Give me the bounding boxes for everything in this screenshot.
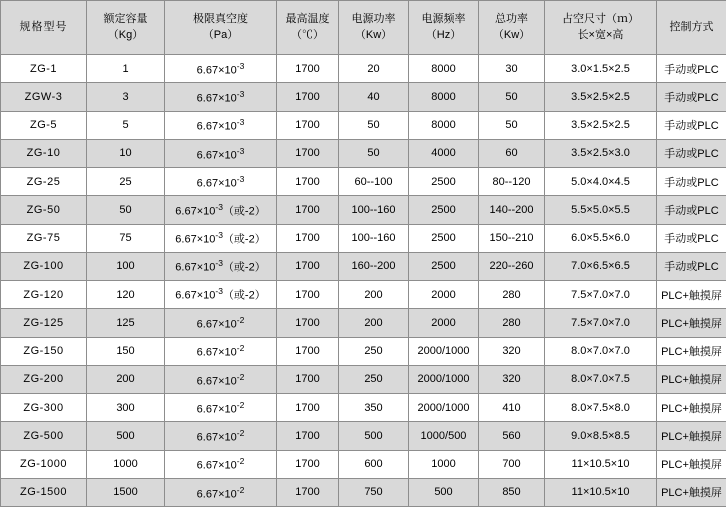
cell-dimensions: 8.0×7.5×8.0: [545, 394, 657, 422]
cell-power: 60--100: [339, 168, 409, 196]
vacuum-note: （或-2）: [222, 205, 266, 218]
cell-vacuum: [165, 111, 277, 139]
column-header-7: [545, 1, 657, 55]
cell-power: 50: [339, 139, 409, 167]
cell-power: 750: [339, 478, 409, 506]
cell-vacuum: [165, 168, 277, 196]
cell-capacity: 3: [87, 83, 165, 111]
cell-dimensions: 8.0×7.0×7.0: [545, 337, 657, 365]
vacuum-base: 6.67×10: [196, 375, 237, 388]
cell-power: 40: [339, 83, 409, 111]
cell-frequency: 2500: [409, 224, 479, 252]
table-row: [1, 168, 726, 196]
cell-total-power: 30: [479, 55, 545, 83]
vacuum-exponent: -2: [236, 399, 245, 410]
column-header-unit: 长×宽×高: [577, 28, 624, 41]
cell-capacity: 1: [87, 55, 165, 83]
cell-model: ZG-1: [1, 55, 87, 83]
vacuum-exponent: -2: [236, 315, 245, 326]
cell-power: 20: [339, 55, 409, 83]
cell-model: ZG-10: [1, 139, 87, 167]
vacuum-exponent: -3: [215, 258, 223, 269]
cell-temperature: 1700: [277, 309, 339, 337]
header-row: [1, 1, 726, 55]
cell-frequency: 1000/500: [409, 422, 479, 450]
column-header-3: [277, 1, 339, 55]
table-row: [1, 450, 726, 478]
cell-temperature: 1700: [277, 224, 339, 252]
cell-total-power: 50: [479, 111, 545, 139]
cell-model: ZGW-3: [1, 83, 87, 111]
vacuum-base: 6.67×10: [196, 431, 237, 444]
vacuum-base: 6.67×10: [196, 318, 237, 331]
cell-model: ZG-75: [1, 224, 87, 252]
column-header-unit: （Kw）: [492, 28, 531, 41]
cell-vacuum: [165, 252, 277, 280]
cell-temperature: 1700: [277, 252, 339, 280]
cell-power: 100--160: [339, 196, 409, 224]
cell-model: ZG-150: [1, 337, 87, 365]
vacuum-exponent: -2: [236, 428, 245, 439]
column-header-1: [87, 1, 165, 55]
vacuum-exponent: -3: [236, 173, 245, 184]
cell-frequency: 2000/1000: [409, 337, 479, 365]
vacuum-base: 6.67×10: [196, 459, 237, 472]
table-row: [1, 55, 726, 83]
cell-total-power: 560: [479, 422, 545, 450]
cell-dimensions: 6.0×5.5×6.0: [545, 224, 657, 252]
cell-capacity: 300: [87, 394, 165, 422]
column-header-title: 规格型号: [19, 20, 68, 33]
cell-temperature: 1700: [277, 365, 339, 393]
cell-vacuum: [165, 394, 277, 422]
cell-capacity: 125: [87, 309, 165, 337]
cell-dimensions: 5.5×5.0×5.5: [545, 196, 657, 224]
vacuum-note: （或-2）: [222, 289, 266, 302]
cell-control-mode: 手动或PLC: [657, 55, 726, 83]
cell-model: ZG-1500: [1, 478, 87, 506]
vacuum-exponent: -3: [236, 89, 245, 100]
cell-temperature: 1700: [277, 422, 339, 450]
cell-power: 200: [339, 309, 409, 337]
cell-power: 500: [339, 422, 409, 450]
column-header-title: 极限真空度: [193, 12, 248, 25]
cell-vacuum: [165, 365, 277, 393]
vacuum-note: （或-2）: [222, 261, 266, 274]
cell-temperature: 1700: [277, 168, 339, 196]
table-row: [1, 196, 726, 224]
vacuum-note: （或-2）: [222, 233, 266, 246]
cell-frequency: 2000: [409, 281, 479, 309]
cell-dimensions: 5.0×4.0×4.5: [545, 168, 657, 196]
cell-model: ZG-200: [1, 365, 87, 393]
vacuum-exponent: -2: [236, 484, 245, 495]
table-row: [1, 309, 726, 337]
table-row: [1, 478, 726, 506]
table-row: [1, 252, 726, 280]
cell-control-mode: PLC+触摸屏: [657, 337, 726, 365]
cell-control-mode: 手动或PLC: [657, 111, 726, 139]
cell-temperature: 1700: [277, 83, 339, 111]
table-row: [1, 139, 726, 167]
vacuum-base: 6.67×10: [175, 233, 216, 246]
cell-control-mode: PLC+触摸屏: [657, 394, 726, 422]
cell-frequency: 8000: [409, 83, 479, 111]
cell-control-mode: 手动或PLC: [657, 83, 726, 111]
cell-model: ZG-25: [1, 168, 87, 196]
cell-temperature: 1700: [277, 450, 339, 478]
cell-temperature: 1700: [277, 337, 339, 365]
cell-vacuum: [165, 224, 277, 252]
column-header-title: 总功率: [495, 12, 528, 25]
cell-model: ZG-125: [1, 309, 87, 337]
vacuum-base: 6.67×10: [196, 64, 237, 77]
cell-model: ZG-120: [1, 281, 87, 309]
cell-control-mode: 手动或PLC: [657, 224, 726, 252]
vacuum-base: 6.67×10: [196, 92, 237, 105]
vacuum-base: 6.67×10: [175, 289, 216, 302]
cell-model: ZG-500: [1, 422, 87, 450]
cell-model: ZG-5: [1, 111, 87, 139]
cell-total-power: 320: [479, 337, 545, 365]
cell-power: 160--200: [339, 252, 409, 280]
cell-dimensions: 7.0×6.5×6.5: [545, 252, 657, 280]
column-header-8: [657, 1, 726, 55]
cell-vacuum: [165, 281, 277, 309]
vacuum-exponent: -3: [215, 201, 223, 212]
cell-temperature: 1700: [277, 196, 339, 224]
cell-temperature: 1700: [277, 478, 339, 506]
cell-frequency: 2500: [409, 252, 479, 280]
cell-frequency: 1000: [409, 450, 479, 478]
cell-vacuum: [165, 478, 277, 506]
cell-capacity: 200: [87, 365, 165, 393]
column-header-unit: （Hz）: [425, 28, 462, 41]
cell-total-power: 280: [479, 281, 545, 309]
cell-capacity: 75: [87, 224, 165, 252]
cell-frequency: 2000/1000: [409, 394, 479, 422]
vacuum-exponent: -2: [236, 371, 245, 382]
table-row: [1, 337, 726, 365]
cell-vacuum: [165, 309, 277, 337]
cell-power: 350: [339, 394, 409, 422]
cell-total-power: 280: [479, 309, 545, 337]
cell-power: 250: [339, 365, 409, 393]
cell-capacity: 5: [87, 111, 165, 139]
vacuum-base: 6.67×10: [196, 149, 237, 162]
cell-frequency: 8000: [409, 111, 479, 139]
cell-total-power: 410: [479, 394, 545, 422]
cell-total-power: 140--200: [479, 196, 545, 224]
column-header-6: [479, 1, 545, 55]
table-row: [1, 281, 726, 309]
cell-model: ZG-50: [1, 196, 87, 224]
cell-temperature: 1700: [277, 139, 339, 167]
cell-vacuum: [165, 139, 277, 167]
cell-power: 100--160: [339, 224, 409, 252]
vacuum-exponent: -3: [236, 145, 245, 156]
cell-capacity: 500: [87, 422, 165, 450]
cell-frequency: 2000: [409, 309, 479, 337]
cell-temperature: 1700: [277, 55, 339, 83]
cell-dimensions: 7.5×7.0×7.0: [545, 281, 657, 309]
cell-capacity: 50: [87, 196, 165, 224]
cell-capacity: 100: [87, 252, 165, 280]
cell-vacuum: [165, 422, 277, 450]
table-row: [1, 224, 726, 252]
vacuum-base: 6.67×10: [175, 261, 216, 274]
vacuum-exponent: -3: [215, 286, 223, 297]
cell-control-mode: 手动或PLC: [657, 196, 726, 224]
cell-dimensions: 7.5×7.0×7.0: [545, 309, 657, 337]
cell-vacuum: [165, 83, 277, 111]
vacuum-base: 6.67×10: [196, 488, 237, 501]
column-header-title: 电源功率: [351, 12, 396, 25]
cell-control-mode: PLC+触摸屏: [657, 365, 726, 393]
cell-vacuum: [165, 450, 277, 478]
cell-control-mode: PLC+触摸屏: [657, 281, 726, 309]
column-header-5: [409, 1, 479, 55]
table-row: [1, 83, 726, 111]
cell-total-power: 850: [479, 478, 545, 506]
cell-model: ZG-300: [1, 394, 87, 422]
vacuum-exponent: -3: [236, 60, 245, 71]
cell-power: 50: [339, 111, 409, 139]
cell-temperature: 1700: [277, 394, 339, 422]
cell-control-mode: 手动或PLC: [657, 168, 726, 196]
vacuum-exponent: -3: [215, 229, 223, 240]
cell-vacuum: [165, 337, 277, 365]
cell-vacuum: [165, 55, 277, 83]
vacuum-base: 6.67×10: [175, 205, 216, 218]
vacuum-exponent: -2: [236, 343, 245, 354]
column-header-unit: （Kw）: [354, 28, 393, 41]
cell-frequency: 2500: [409, 168, 479, 196]
column-header-unit: （Pa）: [202, 28, 239, 41]
column-header-title: 控制方式: [669, 20, 714, 33]
cell-dimensions: 3.5×2.5×2.5: [545, 83, 657, 111]
cell-total-power: 220--260: [479, 252, 545, 280]
cell-power: 200: [339, 281, 409, 309]
cell-temperature: 1700: [277, 281, 339, 309]
cell-total-power: 50: [479, 83, 545, 111]
vacuum-exponent: -3: [236, 117, 245, 128]
cell-power: 600: [339, 450, 409, 478]
column-header-unit: （Kg）: [107, 28, 144, 41]
cell-model: ZG-100: [1, 252, 87, 280]
column-header-title: 最高温度: [285, 12, 330, 25]
cell-temperature: 1700: [277, 111, 339, 139]
column-header-title: 额定容量: [103, 12, 148, 25]
cell-control-mode: PLC+触摸屏: [657, 422, 726, 450]
cell-capacity: 25: [87, 168, 165, 196]
cell-frequency: 500: [409, 478, 479, 506]
column-header-unit: （℃）: [291, 28, 324, 41]
cell-model: ZG-1000: [1, 450, 87, 478]
vacuum-base: 6.67×10: [196, 177, 237, 190]
cell-frequency: 2500: [409, 196, 479, 224]
cell-dimensions: 3.5×2.5×2.5: [545, 111, 657, 139]
cell-total-power: 60: [479, 139, 545, 167]
cell-capacity: 10: [87, 139, 165, 167]
cell-dimensions: 3.5×2.5×3.0: [545, 139, 657, 167]
table-row: [1, 394, 726, 422]
cell-control-mode: 手动或PLC: [657, 139, 726, 167]
cell-frequency: 4000: [409, 139, 479, 167]
cell-capacity: 120: [87, 281, 165, 309]
cell-dimensions: 8.0×7.0×7.5: [545, 365, 657, 393]
vacuum-base: 6.67×10: [196, 403, 237, 416]
cell-total-power: 700: [479, 450, 545, 478]
vacuum-base: 6.67×10: [196, 120, 237, 133]
cell-control-mode: 手动或PLC: [657, 252, 726, 280]
cell-capacity: 150: [87, 337, 165, 365]
cell-total-power: 320: [479, 365, 545, 393]
column-header-title: 占空尺寸（ｍ）: [562, 12, 639, 25]
cell-power: 250: [339, 337, 409, 365]
vacuum-base: 6.67×10: [196, 346, 237, 359]
column-header-4: [339, 1, 409, 55]
column-header-0: [1, 1, 87, 55]
table-row: [1, 422, 726, 450]
cell-capacity: 1000: [87, 450, 165, 478]
cell-total-power: 80--120: [479, 168, 545, 196]
column-header-2: [165, 1, 277, 55]
table-row: [1, 111, 726, 139]
cell-control-mode: PLC+触摸屏: [657, 450, 726, 478]
table-body: [1, 55, 726, 507]
cell-frequency: 8000: [409, 55, 479, 83]
cell-frequency: 2000/1000: [409, 365, 479, 393]
cell-dimensions: 11×10.5×10: [545, 478, 657, 506]
cell-dimensions: 9.0×8.5×8.5: [545, 422, 657, 450]
cell-capacity: 1500: [87, 478, 165, 506]
vacuum-exponent: -2: [236, 456, 245, 467]
cell-dimensions: 3.0×1.5×2.5: [545, 55, 657, 83]
cell-vacuum: [165, 196, 277, 224]
cell-control-mode: PLC+触摸屏: [657, 478, 726, 506]
cell-control-mode: PLC+触摸屏: [657, 309, 726, 337]
cell-total-power: 150--210: [479, 224, 545, 252]
table-header: [1, 1, 726, 55]
column-header-title: 电源频率: [421, 12, 466, 25]
table-row: [1, 365, 726, 393]
cell-dimensions: 11×10.5×10: [545, 450, 657, 478]
